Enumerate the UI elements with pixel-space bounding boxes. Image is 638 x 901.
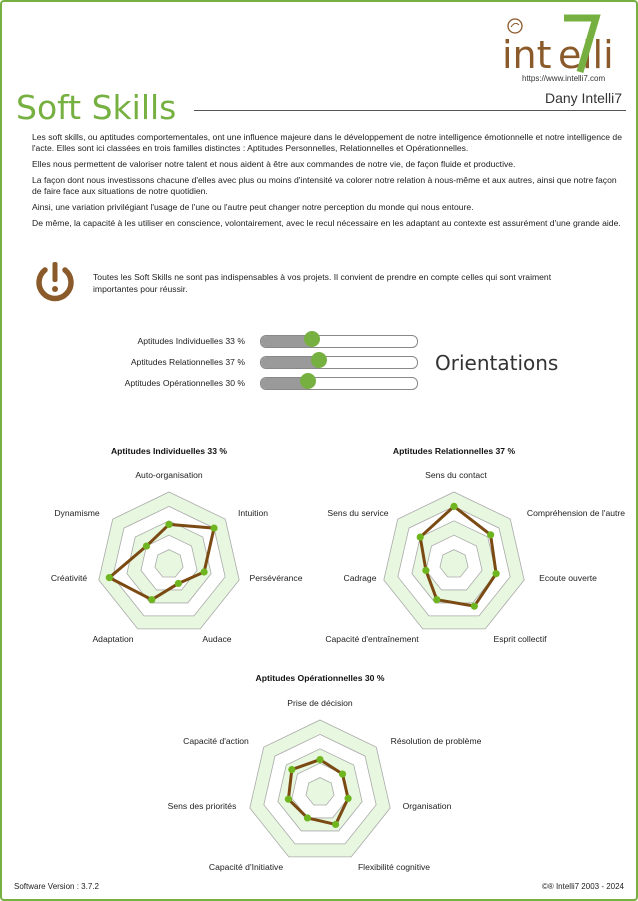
radar-axis-label: Capacité d'action [183, 736, 249, 746]
radar-point-1 [450, 503, 457, 510]
radar-axis-label: Cadrage [343, 573, 377, 583]
svg-text:int: int [502, 33, 552, 77]
radar-axis-label: Adaptation [92, 634, 134, 644]
radar-point-7 [288, 766, 295, 773]
radar-point-5 [304, 814, 311, 821]
radar-axis-label: Compréhension de l'autre [526, 508, 626, 518]
radar-axis-label: Auto-organisation [135, 470, 203, 480]
radar-chart-1 [51, 446, 303, 644]
radar-title: Aptitudes Relationnelles 37 % [392, 446, 516, 456]
radar-point-1 [165, 521, 172, 528]
radar-point-4 [175, 580, 182, 587]
radar-axis-label: Sens du service [327, 508, 389, 518]
radar-point-1 [316, 756, 323, 763]
radar-point-6 [422, 567, 429, 574]
warning-text: Toutes les Soft Skills ne sont pas indispensables à vos projets. Il convient de prendre en compte celles qui sont vraiment importantes pour réussir. [93, 272, 552, 294]
radar-point-3 [200, 568, 207, 575]
radar-point-6 [285, 796, 292, 803]
svg-text:lli: lli [582, 33, 614, 77]
svg-text:e: e [558, 33, 582, 77]
radar-axis-label: Ecoute ouverte [539, 573, 597, 583]
radar-point-6 [106, 574, 113, 581]
radar-point-7 [417, 533, 424, 540]
radar-point-3 [493, 570, 500, 577]
logo-url[interactable]: https://www.intelli7.com [522, 74, 606, 83]
radar-axis-label: Esprit collectif [493, 634, 547, 644]
slider-label: Aptitudes Relationnelles 37 % [130, 357, 245, 367]
radar-point-3 [344, 795, 351, 802]
radar-axis-label: Dynamisme [54, 508, 100, 518]
radar-axis-label: Intuition [237, 508, 269, 518]
radar-axis-label: Organisation [402, 801, 452, 811]
intro-paragraph-1: Les soft skills, ou aptitudes comportementales, ont une influence majeure dans le développement de notre intelligence émotionnelle et notre intelligence de l'acte. Elles sont ici classées en trois familles distinctes : Aptitudes Personnelles, Relationnelles et Opérationnelles. [32, 132, 622, 153]
radar-axis-label: Créativité [50, 573, 88, 583]
slider-label: Aptitudes Opérationnelles 30 % [124, 378, 245, 388]
radar-point-4 [332, 821, 339, 828]
intro-paragraph-5: De même, la capacité à les utiliser en conscience, volontairement, avec le recul nécessaire en les adaptant au contexte est assurément d'une grande aide. [32, 218, 621, 228]
radar-axis-label: Sens du contact [425, 470, 487, 480]
radar-axis-label: Capacité d'Initiative [208, 862, 284, 872]
intro-paragraph-3: La façon dont nous investissons chacune d'elles avec plus ou moins d'intensité va colorer notre relation à nous-même et aux autres, ainsi que notre façon de faire face aux situations de notre quotidien. [32, 175, 617, 196]
radar-point-7 [143, 542, 150, 549]
intro-paragraph-2: Elles nous permettent de valoriser notre talent et nous aident à être aux commandes de notre vie, de façon fluide et productive. [32, 159, 516, 169]
orientations-title: Orientations [435, 351, 559, 375]
radar-point-2 [339, 770, 346, 777]
radar-axis-label: Résolution de problème [390, 736, 482, 746]
software-version: Software Version : 3.7.2 [14, 882, 99, 891]
author-name: Dany Intelli7 [544, 90, 622, 106]
radar-point-4 [471, 603, 478, 610]
slider-label: Aptitudes Individuelles 33 % [137, 336, 245, 346]
radar-axis-label: Flexibilité cognitive [357, 862, 431, 872]
radar-title: Aptitudes Individuelles 33 % [110, 446, 228, 456]
radar-point-2 [487, 531, 494, 538]
intro-paragraph-4: Ainsi, une variation privilégiant l'usage de l'une ou l'autre peut changer notre perception du monde qui nous entoure. [32, 202, 474, 212]
radar-axis-label: Prise de décision [287, 698, 353, 708]
radar-charts [2, 2, 636, 899]
radar-axis-label: Capacité d'entraînement [325, 634, 419, 644]
radar-point-5 [433, 596, 440, 603]
radar-chart-3 [168, 673, 482, 872]
radar-axis-label: Audace [202, 634, 232, 644]
radar-title: Aptitudes Opérationnelles 30 % [255, 673, 385, 683]
radar-chart-2 [325, 446, 625, 644]
radar-axis-label: Persévérance [249, 573, 303, 583]
copyright: ©® Intelli7 2003 - 2024 [541, 882, 624, 891]
page-title: Soft Skills [16, 88, 177, 127]
radar-point-5 [148, 596, 155, 603]
radar-point-2 [210, 524, 217, 531]
radar-axis-label: Sens des priorités [167, 801, 237, 811]
